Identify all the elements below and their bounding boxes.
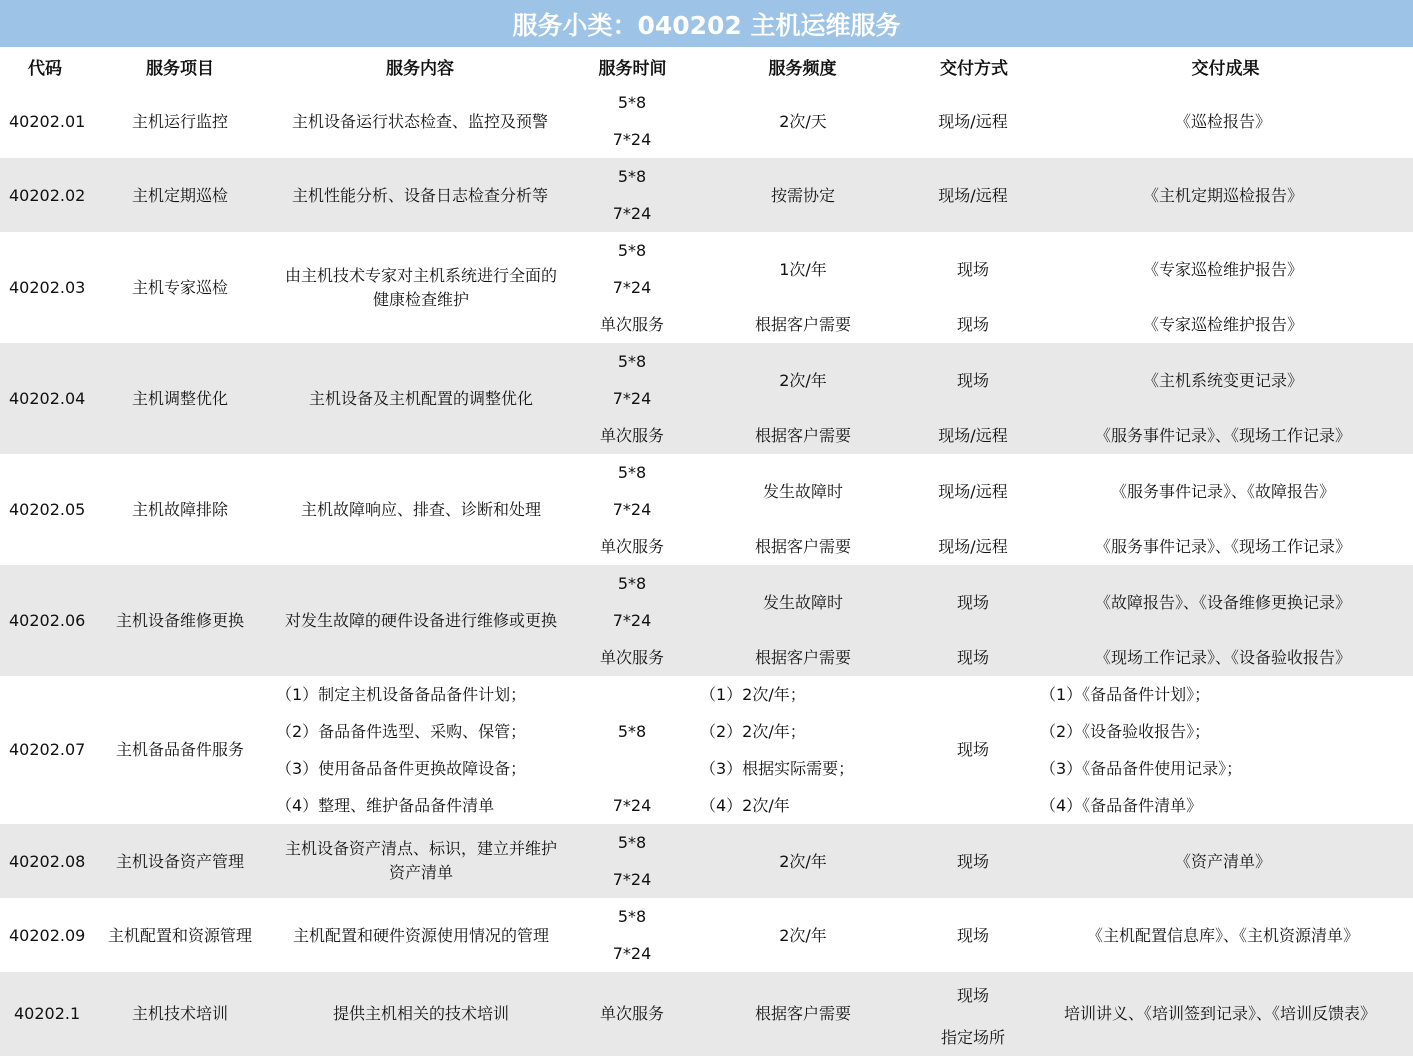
content-list-item: （2）备品备件选型、采购、保管； bbox=[276, 722, 527, 741]
method-cell: 现场 bbox=[956, 648, 990, 667]
frequency-list-item: （2）2次/年； bbox=[700, 722, 806, 741]
frequency-cell: 2次/年 bbox=[779, 371, 827, 390]
table-row bbox=[0, 232, 1413, 343]
item-cell: 主机技术培训 bbox=[131, 1004, 229, 1023]
time-cell: 单次服务 bbox=[599, 648, 665, 667]
method-cell: 现场 bbox=[956, 986, 990, 1005]
result-list-item: （2）《设备验收报告》； bbox=[1040, 722, 1211, 741]
frequency-cell: 根据客户需要 bbox=[754, 648, 852, 667]
item-cell: 主机配置和资源管理 bbox=[107, 926, 253, 945]
content-list-item: （3）使用备品备件更换故障设备； bbox=[276, 759, 527, 778]
method-cell: 现场 bbox=[956, 926, 990, 945]
code-cell: 40202.02 bbox=[9, 186, 86, 205]
time-cell: 单次服务 bbox=[599, 315, 665, 334]
time-cell: 5*8 bbox=[617, 574, 647, 593]
result-list-item: （3）《备品备件使用记录》； bbox=[1040, 759, 1243, 778]
result-cell: 《专家巡检维护报告》 bbox=[1142, 260, 1304, 279]
time-cell: 7*24 bbox=[612, 611, 652, 630]
result-list-item: （1）《备品备件计划》； bbox=[1040, 685, 1211, 704]
result-cell: 《服务事件记录》、《现场工作记录》 bbox=[1094, 426, 1352, 445]
result-cell: 《故障报告》、《设备维修更换记录》 bbox=[1094, 593, 1352, 612]
result-cell: 《现场工作记录》、《设备验收报告》 bbox=[1094, 648, 1352, 667]
result-cell: 《主机配置信息库》、《主机资源清单》 bbox=[1086, 926, 1360, 945]
time-cell: 5*8 bbox=[617, 241, 647, 260]
header-code: 代码 bbox=[28, 58, 62, 79]
time-cell: 7*24 bbox=[612, 944, 652, 963]
content-cell-continued: 资产清单 bbox=[388, 863, 454, 882]
time-cell: 5*8 bbox=[617, 722, 647, 741]
result-cell: 《主机系统变更记录》 bbox=[1142, 371, 1304, 390]
time-cell: 单次服务 bbox=[599, 426, 665, 445]
content-cell: 主机配置和硬件资源使用情况的管理 bbox=[292, 926, 550, 945]
result-list-item: （4）《备品备件清单》 bbox=[1040, 796, 1203, 815]
frequency-cell: 发生故障时 bbox=[762, 482, 844, 501]
code-cell: 40202.03 bbox=[9, 278, 86, 297]
time-cell: 7*24 bbox=[612, 389, 652, 408]
frequency-cell: 2次/天 bbox=[779, 112, 827, 131]
header-deliverables: 交付成果 bbox=[1191, 58, 1260, 79]
frequency-cell: 2次/年 bbox=[779, 852, 827, 871]
item-cell: 主机故障排除 bbox=[131, 500, 229, 519]
header-time: 服务时间 bbox=[598, 58, 667, 79]
table-title: 服务小类：040202 主机运维服务 bbox=[0, 0, 1413, 48]
result-cell: 《巡检报告》 bbox=[1174, 112, 1272, 131]
method-cell: 现场 bbox=[956, 315, 990, 334]
content-cell: 由主机技术专家对主机系统进行全面的 bbox=[284, 266, 558, 285]
header-row bbox=[0, 47, 1413, 85]
time-cell: 5*8 bbox=[617, 463, 647, 482]
frequency-list-item: （1）2次/年； bbox=[700, 685, 806, 704]
time-cell: 5*8 bbox=[617, 352, 647, 371]
header-item: 服务项目 bbox=[146, 58, 214, 79]
time-cell: 7*24 bbox=[612, 130, 652, 149]
time-cell: 7*24 bbox=[612, 500, 652, 519]
method-cell: 现场/远程 bbox=[938, 186, 1008, 205]
frequency-cell: 根据客户需要 bbox=[754, 426, 852, 445]
table-row bbox=[0, 676, 1413, 824]
header-content: 服务内容 bbox=[386, 58, 454, 79]
method-cell: 现场 bbox=[956, 740, 990, 759]
code-cell: 40202.1 bbox=[14, 1004, 81, 1023]
content-cell: 主机故障响应、排查、诊断和处理 bbox=[300, 500, 542, 519]
content-cell: 主机设备运行状态检查、监控及预警 bbox=[291, 112, 549, 131]
code-cell: 40202.05 bbox=[9, 500, 86, 519]
item-cell: 主机专家巡检 bbox=[131, 278, 229, 297]
method-cell: 现场/远程 bbox=[938, 426, 1008, 445]
method-cell: 现场/远程 bbox=[938, 537, 1008, 556]
item-cell: 主机设备资产管理 bbox=[115, 852, 245, 871]
method-cell: 现场 bbox=[956, 593, 990, 612]
time-cell: 5*8 bbox=[617, 167, 647, 186]
header-delivery-method: 交付方式 bbox=[940, 58, 1008, 79]
method-cell: 现场/远程 bbox=[938, 482, 1008, 501]
time-cell: 5*8 bbox=[617, 93, 647, 112]
method-cell: 现场 bbox=[956, 260, 990, 279]
code-cell: 40202.07 bbox=[9, 740, 86, 759]
item-cell: 主机运行监控 bbox=[131, 112, 229, 131]
result-cell: 《资产清单》 bbox=[1174, 852, 1272, 871]
time-cell: 7*24 bbox=[612, 870, 652, 889]
time-cell: 5*8 bbox=[617, 907, 647, 926]
content-cell: 主机设备及主机配置的调整优化 bbox=[308, 389, 534, 408]
content-cell: 对发生故障的硬件设备进行维修或更换 bbox=[284, 611, 558, 630]
frequency-cell: 1次/年 bbox=[779, 260, 827, 279]
time-cell: 单次服务 bbox=[599, 537, 665, 556]
frequency-cell: 根据客户需要 bbox=[754, 315, 852, 334]
result-cell: 《专家巡检维护报告》 bbox=[1142, 315, 1304, 334]
item-cell: 主机定期巡检 bbox=[131, 186, 229, 205]
content-cell: 主机设备资产清点、标识，建立并维护 bbox=[284, 839, 558, 858]
content-list-item: （1）制定主机设备备品备件计划； bbox=[276, 685, 527, 704]
code-cell: 40202.01 bbox=[9, 112, 86, 131]
method-cell: 现场 bbox=[956, 371, 990, 390]
time-cell: 5*8 bbox=[617, 833, 647, 852]
content-cell-continued: 健康检查维护 bbox=[372, 290, 470, 309]
code-cell: 40202.08 bbox=[9, 852, 86, 871]
frequency-cell: 根据客户需要 bbox=[754, 1004, 852, 1023]
frequency-cell: 2次/年 bbox=[779, 926, 827, 945]
table-row bbox=[0, 824, 1413, 898]
header-frequency: 服务频度 bbox=[768, 58, 837, 79]
table-row bbox=[0, 343, 1413, 454]
time-cell: 7*24 bbox=[612, 796, 652, 815]
time-cell: 7*24 bbox=[612, 278, 652, 297]
content-cell: 提供主机相关的技术培训 bbox=[332, 1004, 510, 1023]
item-cell: 主机设备维修更换 bbox=[115, 611, 245, 630]
content-cell: 主机性能分析、设备日志检查分析等 bbox=[291, 186, 549, 205]
time-cell: 7*24 bbox=[612, 204, 652, 223]
table-row bbox=[0, 972, 1413, 1056]
result-cell: 《主机定期巡检报告》 bbox=[1142, 186, 1304, 205]
frequency-cell: 发生故障时 bbox=[762, 593, 844, 612]
table-row bbox=[0, 85, 1413, 158]
table-row bbox=[0, 565, 1413, 676]
result-cell: 《服务事件记录》、《现场工作记录》 bbox=[1094, 537, 1352, 556]
result-cell: 培训讲义、《培训签到记录》、《培训反馈表》 bbox=[1063, 1004, 1377, 1023]
table-row bbox=[0, 158, 1413, 232]
frequency-cell: 根据客户需要 bbox=[754, 537, 852, 556]
item-cell: 主机调整优化 bbox=[131, 389, 229, 408]
frequency-list-item: （3）根据实际需要； bbox=[700, 759, 855, 778]
time-cell: 单次服务 bbox=[599, 1004, 665, 1023]
code-cell: 40202.04 bbox=[9, 389, 86, 408]
table-row bbox=[0, 454, 1413, 565]
item-cell: 主机备品备件服务 bbox=[115, 740, 245, 759]
method-cell: 指定场所 bbox=[940, 1028, 1006, 1047]
method-cell: 现场/远程 bbox=[938, 112, 1008, 131]
frequency-cell: 按需协定 bbox=[770, 186, 836, 205]
code-cell: 40202.09 bbox=[9, 926, 86, 945]
content-list-item: （4）整理、维护备品备件清单 bbox=[276, 796, 495, 815]
frequency-list-item: （4）2次/年 bbox=[700, 796, 790, 815]
method-cell: 现场 bbox=[956, 852, 990, 871]
table-row bbox=[0, 898, 1413, 972]
result-cell: 《服务事件记录》、《故障报告》 bbox=[1110, 482, 1336, 501]
code-cell: 40202.06 bbox=[9, 611, 86, 630]
